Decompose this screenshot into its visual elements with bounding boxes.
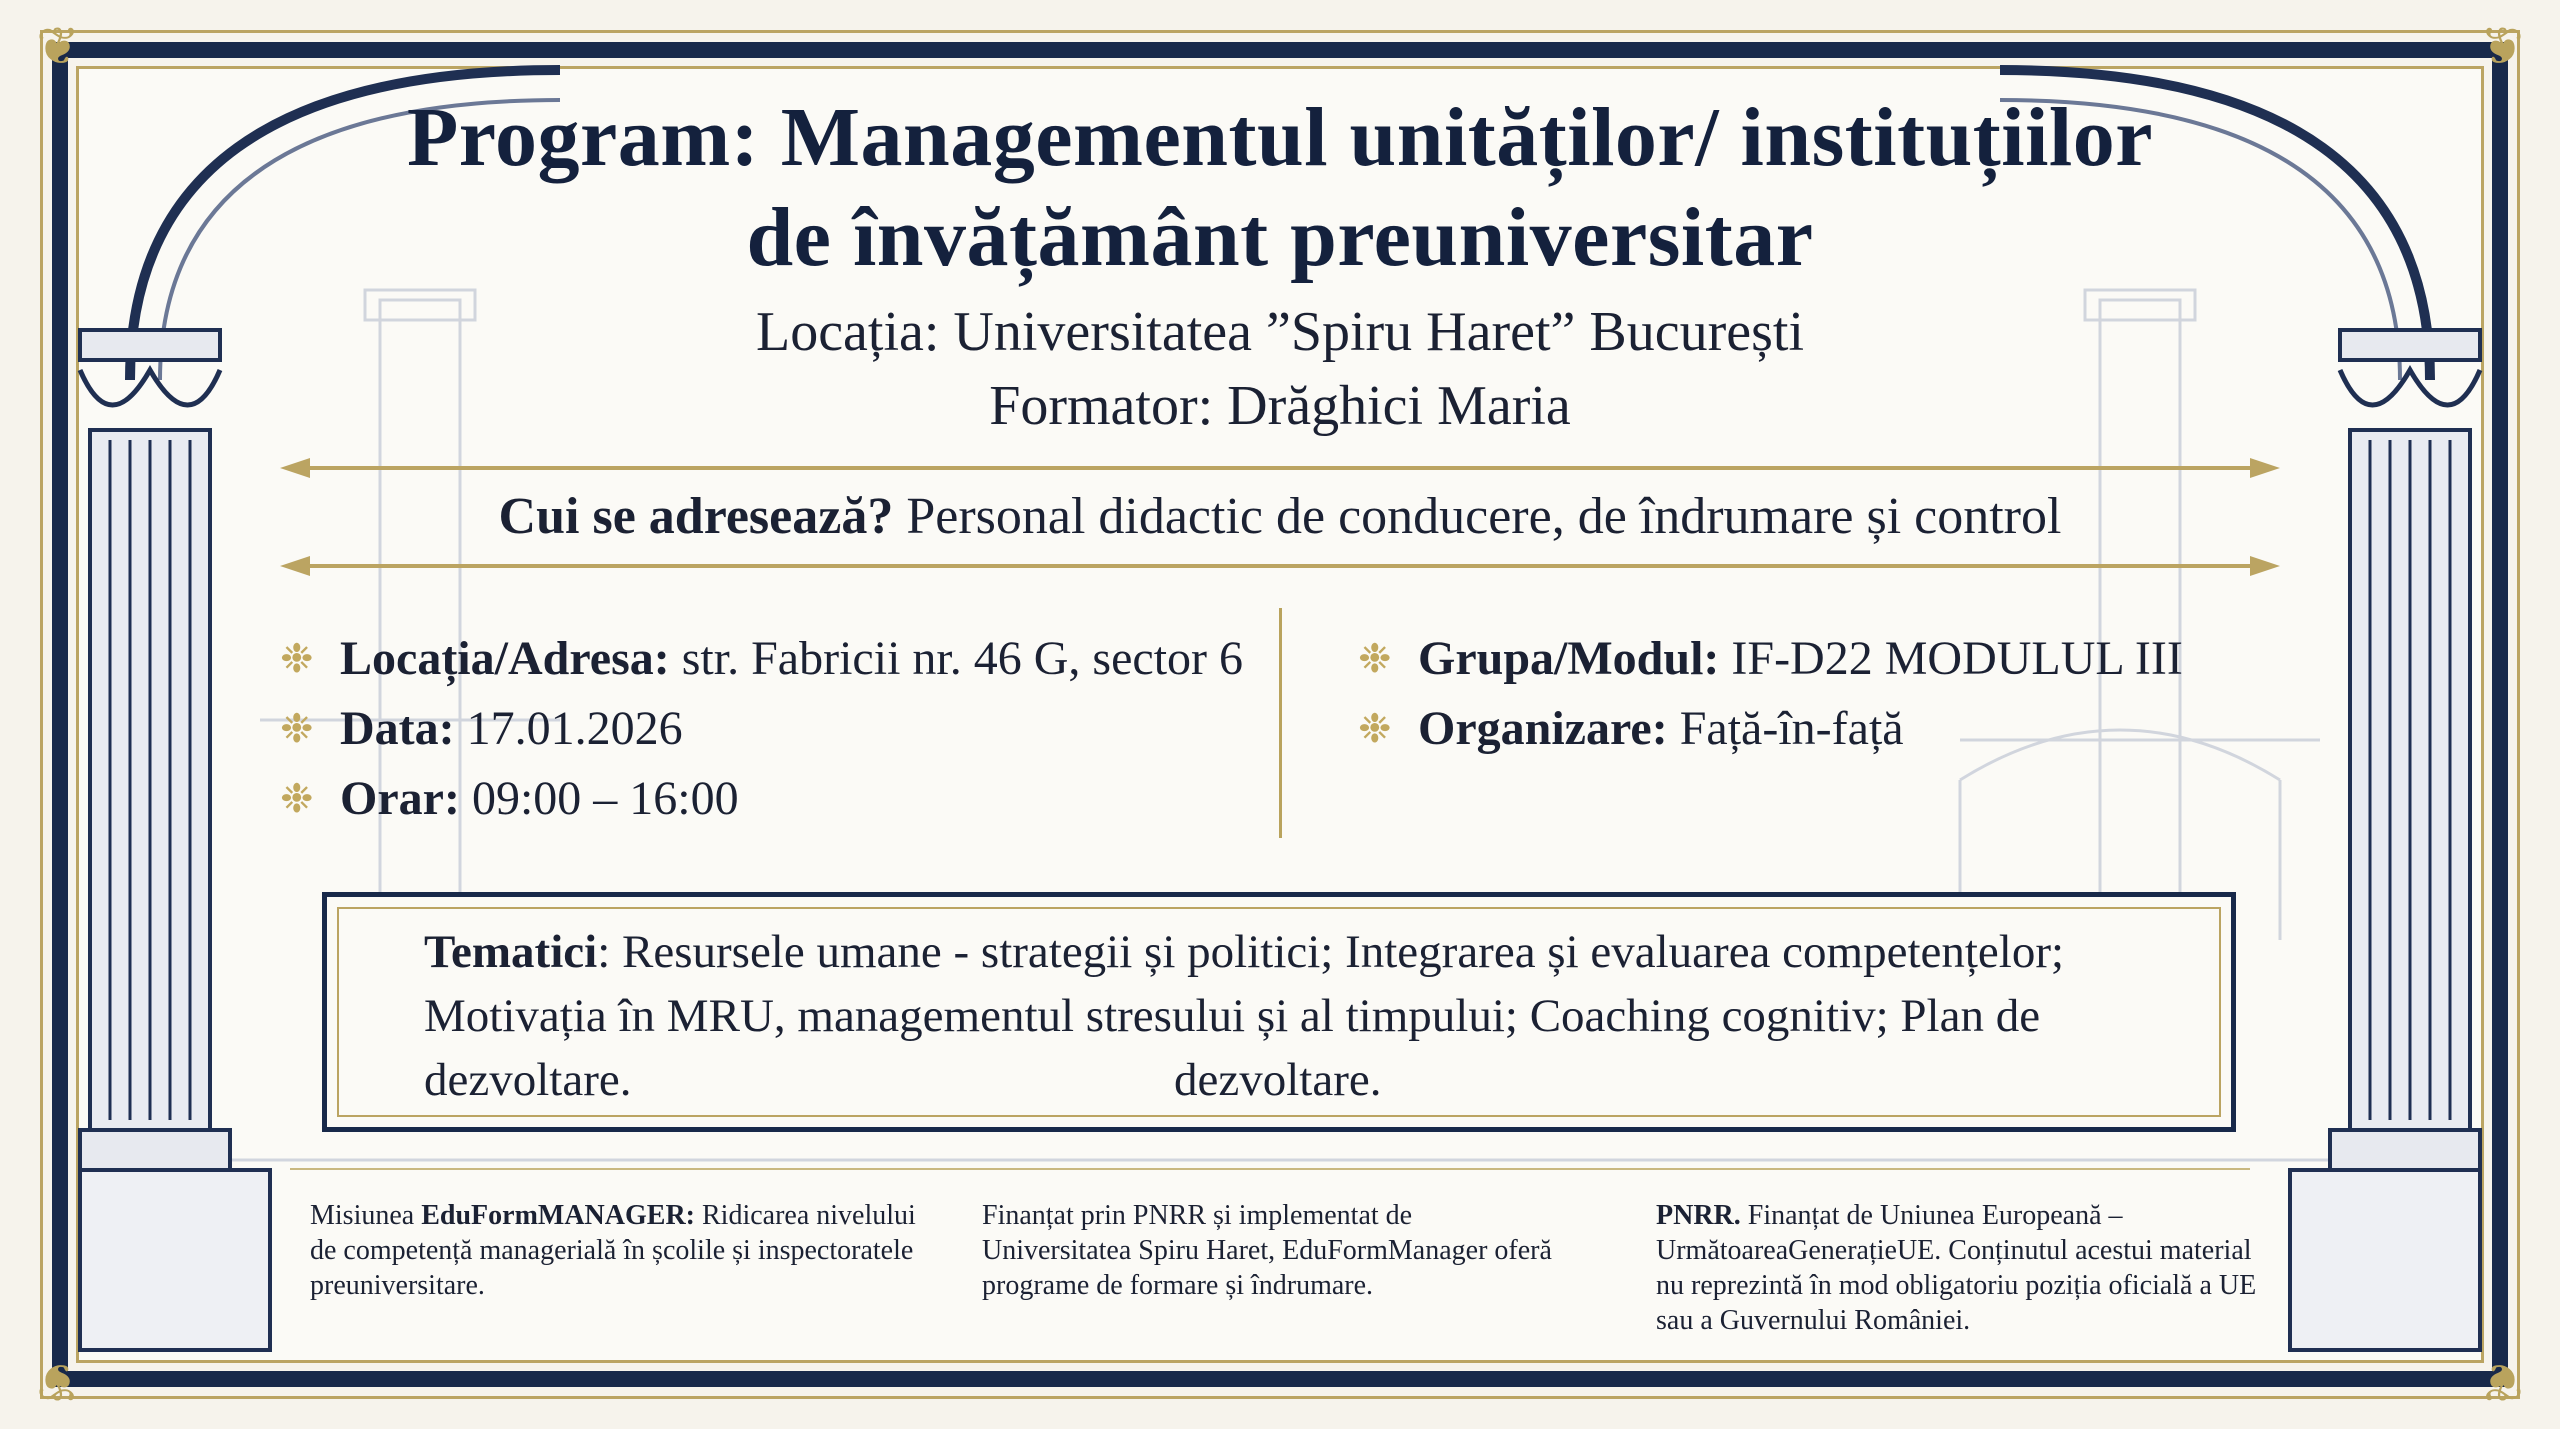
column-divider xyxy=(1279,608,1282,838)
scroll-ornament-icon xyxy=(280,458,2280,478)
audience-line xyxy=(280,486,2280,548)
audience-value: Personal didactic de conducere, de îndrumare și control xyxy=(906,488,2062,545)
title-line-1: Program: Managementul unităților/ instituțiilor xyxy=(406,91,2154,184)
info-value: 09:00 – 16:00 xyxy=(471,772,739,825)
fleur-corner-icon: ❦ xyxy=(2480,19,2524,76)
info-item-format xyxy=(1358,694,2183,764)
fleur-corner-icon: ❦ xyxy=(2480,1352,2524,1409)
fleur-corner-icon: ❦ xyxy=(36,19,80,76)
footer-disclaimer-text: Finanțat de Uniunea Europeană – UrmătoareaGenerațieUE. Conținutul acestui material nu reprezintă în mod obligatoriu poziția oficială a UE sau a Guvernului României. xyxy=(1656,1200,2257,1336)
info-value: IF-D22 MODULUL III xyxy=(1731,632,2183,685)
info-item-schedule xyxy=(280,764,1243,834)
footer-funding: Finanțat prin PNRR și implementat de Universitatea Spiru Haret, EduFormManager oferă programe de formare și îndrumare. xyxy=(982,1200,1552,1301)
footer-mission-label: EduFormMANAGER: xyxy=(421,1200,695,1231)
flower-bullet-icon: ❉ xyxy=(280,776,314,821)
info-label: Data: xyxy=(340,702,455,755)
scroll-ornament-icon xyxy=(280,556,2280,576)
title-line-2: de învățământ preuniversitar xyxy=(746,191,1814,284)
fleur-corner-icon: ❦ xyxy=(36,1352,80,1409)
info-left-column xyxy=(280,624,1243,834)
location-line: Locația: Universitatea ”Spiru Haret” București xyxy=(755,301,1805,363)
flower-bullet-icon: ❉ xyxy=(1358,636,1392,681)
trainer-line: Formator: Drăghici Maria xyxy=(989,375,1571,437)
footer-divider xyxy=(290,1168,2250,1170)
topics-tail: dezvoltare. xyxy=(1174,1054,1382,1106)
flower-bullet-icon: ❉ xyxy=(1358,706,1392,751)
info-label: Grupa/Modul: xyxy=(1418,632,1720,685)
info-label: Orar: xyxy=(340,772,460,825)
info-value: 17.01.2026 xyxy=(466,702,683,755)
flower-bullet-icon: ❉ xyxy=(280,706,314,751)
info-item-group xyxy=(1358,624,2183,694)
info-label: Organizare: xyxy=(1418,702,1668,755)
footer-disclaimer-label: PNRR. xyxy=(1656,1200,1741,1231)
info-right-column xyxy=(1358,624,2183,764)
footer-disclaimer xyxy=(1656,1198,2276,1338)
page-title xyxy=(200,88,2360,288)
info-label: Locația/Adresa: xyxy=(340,632,670,685)
info-item-date xyxy=(280,694,1243,764)
footer-mission xyxy=(310,1198,930,1303)
footer-mission-text: Ridicarea nivelului de competență managerială în școlile și inspectoratele preuniversitare. xyxy=(310,1200,916,1301)
info-item-address xyxy=(280,624,1243,694)
info-value: Față-în-față xyxy=(1679,702,1904,755)
topics-value: : Resursele umane - strategii și politici; Integrarea și evaluarea competențelor; Motivația în MRU, managementul stresului și al timpului; Coaching cognitiv; Plan de dezvoltare. xyxy=(424,926,2065,1106)
audience-label: Cui se adresează? xyxy=(498,488,894,545)
flower-bullet-icon: ❉ xyxy=(280,636,314,681)
info-value: str. Fabricii nr. 46 G, sector 6 xyxy=(681,632,1244,685)
footer-mission-prefix: Misiunea xyxy=(310,1200,422,1231)
topics-label: Tematici xyxy=(424,926,598,978)
